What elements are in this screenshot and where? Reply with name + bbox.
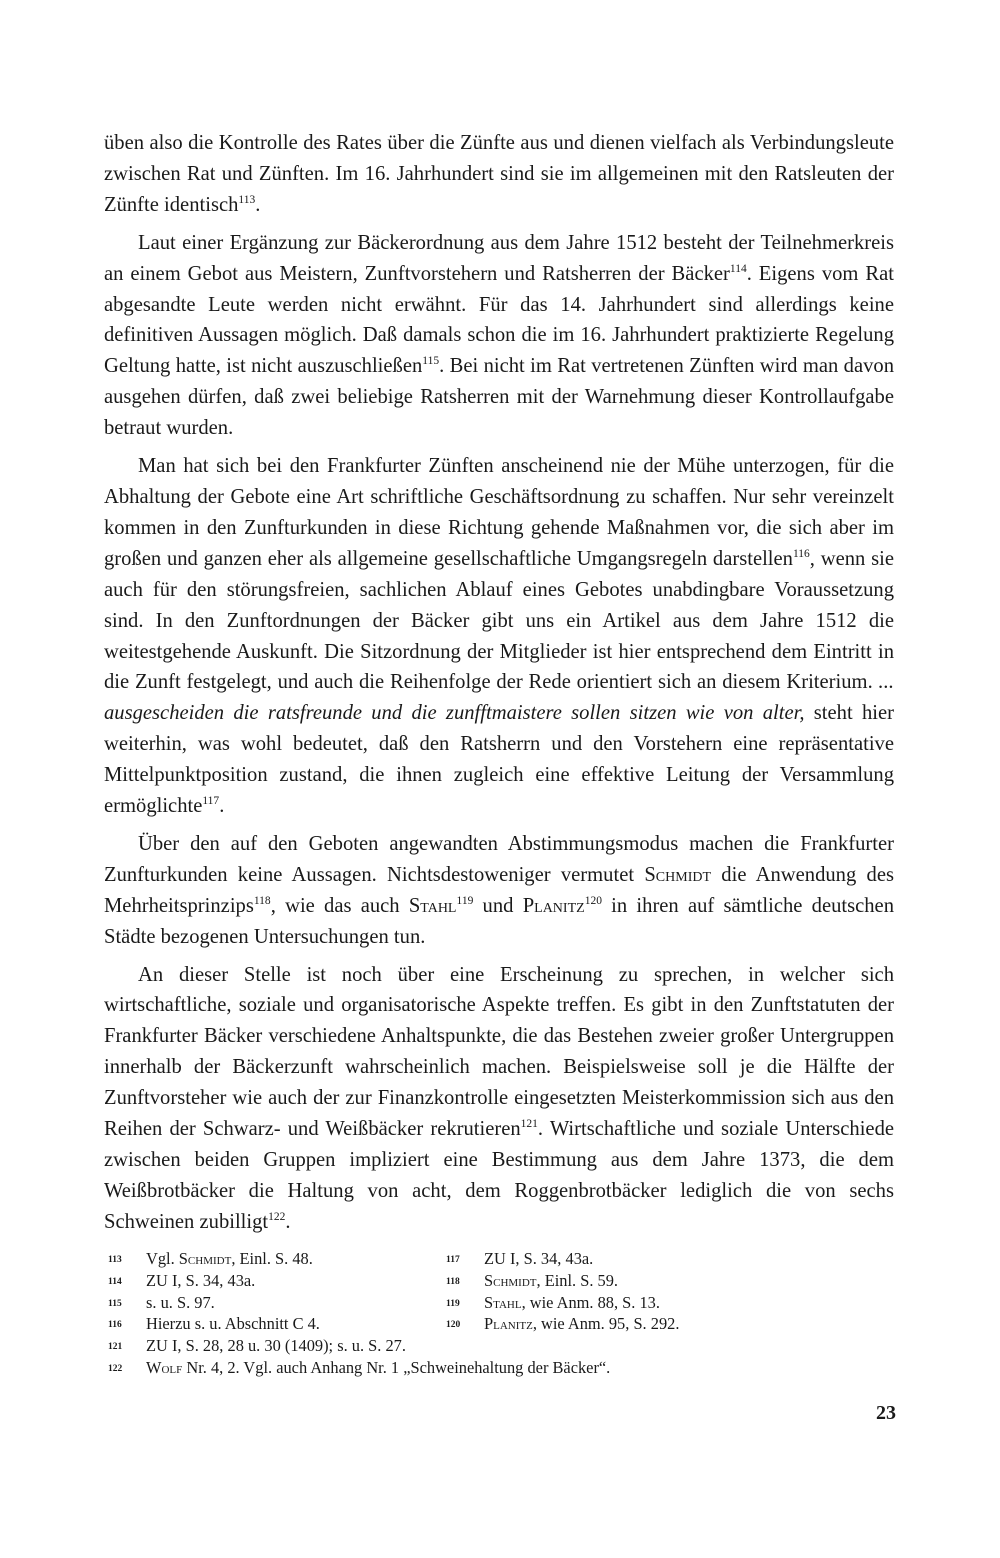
paragraph-1: üben also die Kontrolle des Rates über die Zünfte aus und dienen vielfach als Verbindungsleute zwischen Rat und Zünften. Im 16. Jahrhundert sind sie im allgemeinen mit den Ratsleuten der Zünfte identisch$^{113}$. <box>104 132 894 216</box>
footnote-ref-120[interactable]: 120 <box>584 894 602 907</box>
footnote-ref-121[interactable]: 121 <box>520 1118 538 1131</box>
footnote-ref-114[interactable]: 114 <box>729 262 747 275</box>
author-name: Planitz <box>522 894 585 917</box>
page-number: 23 <box>876 1402 896 1424</box>
footnote-121: 121 ZU I, S. 28, 28 u. 30 (1409); s. u. S. 27. <box>108 1336 406 1356</box>
footnote-115: 115 s. u. S. 97. <box>108 1292 215 1312</box>
footnote-122: 122 Wolf Nr. 4, 2. Vgl. auch Anhang Nr. 1 „Schweinehaltung der Bäcker“. <box>108 1357 611 1377</box>
author-name: Schmidt <box>644 863 712 886</box>
paragraph-2: Laut einer Ergänzung zur Bäckerordnung aus dem Jahre 1512 besteht der Teilnehmerkreis an einem Gebot aus Meistern, Zunftvorstehern und Ratsherren der Bäcker$^{114}$. Eigens vom Rat abgesandte Leute werden nicht erwähnt. Für das 14. Jahrhundert sind allerdings keine definitiven Aussagen möglich. Daß damals schon die im 16. Jahrhundert praktizierte Regelung Geltung hatte, ist nicht auszuschließen$^{115}$. Bei nicht im Rat vertretenen Zünften wird man davon ausgehen dürfen, daß zwei beliebige Ratsherren mit der Warnehmung dieser Kontrollaufgabe betraut wurden. <box>104 231 894 440</box>
footnote-ref-122[interactable]: 122 <box>268 1210 286 1223</box>
footnote-ref-113[interactable]: 113 <box>238 193 256 206</box>
footnote-116: 116 Hierzu s. u. Abschnitt C 4. <box>108 1314 320 1334</box>
footnote-117: 117 ZU I, S. 34, 43a. <box>446 1249 594 1268</box>
footnote-ref-116[interactable]: 116 <box>792 547 810 560</box>
footnote-ref-118[interactable]: 118 <box>253 894 271 907</box>
footnote-119: 119 Stahl, wie Anm. 88, S. 13. <box>446 1292 660 1312</box>
main-text <box>104 128 894 1245</box>
paragraph-3: Man hat sich bei den Frankfurter Zünften anscheinend nie der Mühe unterzogen, für die Abhaltung der Gebote eine Art schriftliche Geschäftsordnung zu schaffen. Nur sehr vereinzelt kommen in den Zunfturkunden in diese Richtung gehende Maßnahmen vor, die sich aber im großen und ganzen eher als allgemeine gesellschaftliche Umgangsregeln darstellen$^{116}$, wenn sie auch für den störungsfreien, sachlichen Ablauf eines Gebotes unabdingbare Voraussetzung sind. In den Zunftordnungen der Bäcker gibt uns ein Artikel aus dem Jahre 1512 die weitestgehende Auskunft. Die Sitzordnung der Mitglieder ist hier entsprechend dem Eintritt in die Zunft festgelegt, und auch die Reihenfolge der Rede orientiert sich an diesem Kriterium. ... ausgescheiden die ratsfreunde und die zunfftmaistere sollen sitzen wie von alter, steht hier weiterhin, was wohl bedeutet, daß den Ratsherrn und den Vorstehern eine repräsentative Mittelpunktposition zustand, die ihnen zugleich eine effektive Leitung der Versammlung ermöglichte$^{117}$. <box>104 455 894 818</box>
author-name: Stahl <box>408 894 457 917</box>
footnote-118: 118 Schmidt, Einl. S. 59. <box>446 1270 619 1290</box>
paragraph-5: An dieser Stelle ist noch über eine Erscheinung zu sprechen, in welcher sich wirtschaftliche, soziale und organisatorische Aspekte treffen. Es gibt in den Zunftstatuten der Frankfurter Bäcker verschiedene Anhaltspunkte, die das Bestehen zweier großer Untergruppen innerhalb der Bäckerzunft wahrscheinlich machen. Beispielsweise soll je die Hälfte der Zunftvorsteher wie auch der zur Finanzkontrolle eingesetzten Meisterkommission sich aus den Reihen der Schwarz- und Weißbäcker rekrutieren$^{121}$. Wirtschaftliche und soziale Unterschiede zwischen beiden Gruppen impliziert eine Bestimmung aus dem Jahre 1373, die dem Weißbrotbäcker die Haltung von acht, dem Roggenbrotbäcker lediglich die von sechs Schweinen zubilligt$^{122}$. <box>104 963 895 1233</box>
footnote-ref-115[interactable]: 115 <box>422 355 440 368</box>
quotation: ... ausgescheiden die ratsfreunde und die zunfftmaistere sollen sitzen wie von alter, <box>104 671 894 725</box>
footnote-ref-117[interactable]: 117 <box>202 795 220 808</box>
footnote-114: 114 ZU I, S. 34, 43a. <box>108 1270 256 1290</box>
footnote-113: 113 Vgl. Schmidt, Einl. S. 48. <box>108 1249 313 1268</box>
footnote-ref-119[interactable]: 119 <box>456 894 474 907</box>
footnote-120: 120 Planitz, wie Anm. 95, S. 292. <box>446 1314 680 1334</box>
paragraph-4: Über den auf den Geboten angewandten Abstimmungsmodus machen die Frankfurter Zunfturkunden keine Aussagen. Nichtsdestoweniger vermutet Schmidt die Anwendung des Mehrheitsprinzips$^{118}$, wie das auch Stahl$^{119}$ und Planitz$^{120}$ in ihren auf sämtliche deutschen Städte bezogenen Untersuchungen tun. <box>104 832 894 948</box>
footnotes <box>108 1249 808 1380</box>
